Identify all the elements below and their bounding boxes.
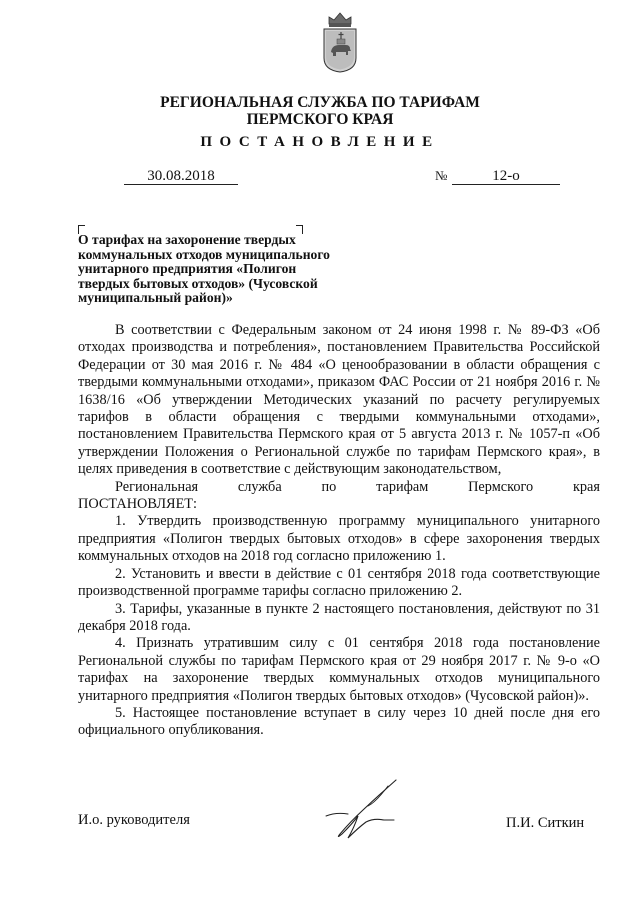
subject-line: муниципальный район)»: [78, 290, 233, 306]
document-number: 12-о: [492, 168, 520, 184]
document-subject: [78, 233, 378, 306]
agency-name-line-2: ПЕРМСКОГО КРАЯ: [246, 111, 394, 128]
number-sign: №: [435, 168, 448, 183]
resolution-item-2: 2. Установить и ввести в действие с 01 сентября 2018 года соответствующие производственной программе тарифы согласно приложению 2.: [78, 565, 600, 600]
resolve-word: края: [572, 478, 600, 495]
resolve-keyword: ПОСТАНОВЛЯЕТ:: [78, 496, 198, 513]
document-body: [78, 322, 600, 740]
subject-line: твердых бытовых отходов» (Чусовской: [78, 275, 318, 291]
resolve-word: тарифам: [376, 478, 429, 495]
coat-of-arms-icon: [320, 10, 360, 74]
resolution-item-5: 5. Настоящее постановление вступает в силу через 10 дней после дня его официального опубликования.: [78, 704, 600, 739]
handwritten-signature: [318, 776, 408, 846]
subject-line: коммунальных отходов муниципального: [78, 246, 330, 262]
resolve-word: Региональная: [115, 478, 199, 495]
resolve-word: Пермского: [468, 478, 534, 495]
subject-line: унитарного предприятия «Полигон: [78, 261, 297, 277]
document-type: ПОСТАНОВЛЕНИЕ: [200, 134, 440, 150]
resolution-item-4: 4. Признать утратившим силу с 01 сентября 2018 года постановление Региональной службы по тарифам Пермского края от 29 ноября 2017 г. № 9-о «О тарифах на захоронение твердых коммунальных отходов муниципального унитарного предприятия «Полигон твердых бытовых отходов» (Чусовской район)».: [78, 635, 600, 704]
number-underline: [452, 184, 560, 185]
resolve-word: по: [321, 478, 337, 495]
resolve-word: служба: [237, 478, 282, 495]
document-date: 30.08.2018: [147, 168, 215, 184]
resolution-item-1: 1. Утвердить производственную программу муниципального унитарного предприятия «Полигон твердых бытовых отходов» в сфере захоронения твердых коммунальных отходов на 2018 год согласно приложению 1.: [78, 513, 600, 565]
agency-name-line-1: РЕГИОНАЛЬНАЯ СЛУЖБА ПО ТАРИФАМ: [160, 94, 480, 111]
resolution-item-3: 3. Тарифы, указанные в пункте 2 настоящего постановления, действуют по 31 декабря 2018 года.: [78, 600, 600, 634]
date-underline: [124, 184, 238, 185]
preamble-paragraph: В соответствии с Федеральным законом от 24 июня 1998 г. № 89-ФЗ «Об отходах производства и потребления», постановлением Правительства Российской Федерации от 30 мая 2016 г. № 484 «О ценообразовании в области обращения с твердыми коммунальными отходами», приказом ФАС России от 21 ноября 2016 г. № 1638/16 «Об утверждении Методических указаний по расчету регулируемых тарифов в области обращения с твердыми коммунальными отходами», постановлением Правительства Пермского края от 5 августа 2013 г. № 1057-п «Об утверждении Положения о Региональной службе по тарифам Пермского края», в целях приведения в соответствие с действующим законодательством,: [78, 322, 600, 478]
signatory-name: П.И. Ситкин: [506, 815, 585, 831]
subject-line: О тарифах на захоронение твердых: [78, 232, 296, 247]
signatory-position: И.о. руководителя: [78, 812, 190, 828]
resolve-line: [78, 479, 600, 496]
